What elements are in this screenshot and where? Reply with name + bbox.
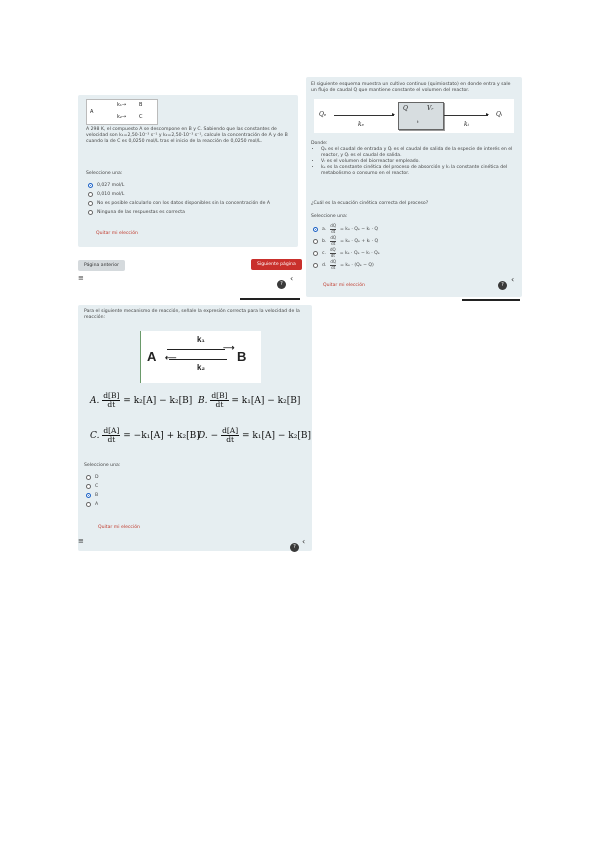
- radio-3-2[interactable]: [86, 484, 91, 489]
- equation-c: [90, 427, 200, 444]
- clear-choice-link-3[interactable]: Quitar mi elección: [98, 525, 140, 530]
- scheme-c: C: [139, 114, 143, 120]
- clear-choice-link-2[interactable]: Quitar mi elección: [323, 283, 365, 288]
- option-label: 0,027 mol/L: [97, 183, 125, 188]
- question-text-1: A 298 K, el compuesto A se descompone en B y C. Sabiendo que las constantes de velocidad son k₁=2,50·10⁻³ s⁻¹ y k₂=2,50·10⁻³ s⁻¹, calcule la concentración de A y de B cuando la de C es 0,0250 mol/L tras el inicio de la reacción de 0,0250 mol/L.: [86, 127, 288, 144]
- option-rhs: = kₑ · (Qₑ − Q): [340, 262, 374, 268]
- equation-a: [90, 392, 192, 409]
- help-icon[interactable]: ?: [290, 543, 299, 552]
- radio-1-2[interactable]: [88, 192, 93, 197]
- forward-arrow-head: ⟶: [223, 343, 235, 352]
- option-letter: a.: [322, 226, 327, 232]
- scheme-k2: k₂→: [117, 114, 127, 120]
- k1-label: k₁: [197, 335, 205, 344]
- equation-rhs: = −k₁[A] + k₂[B]: [123, 431, 200, 441]
- scheme-k1: k₁→: [117, 102, 127, 108]
- chevron-left-icon[interactable]: ‹: [290, 274, 294, 283]
- question-panel-1: [78, 95, 298, 247]
- arrow-out-head: ▸: [486, 111, 490, 118]
- next-page-button[interactable]: Siguiente página: [251, 259, 302, 270]
- option-rhs: = kₑ · Qₑ + kᵢ · Q: [340, 238, 379, 244]
- question-panel-2: [306, 77, 522, 297]
- definition-item: • kₑ es la constante cinética del proceso de absorción y kᵢ la constante cinética del metabolismo o consumo en el reactor.: [321, 165, 521, 177]
- option-label: 0,010 mol/L: [97, 192, 125, 197]
- species-b: B: [237, 349, 247, 364]
- radio-1-1[interactable]: [88, 183, 93, 188]
- radio-2-4[interactable]: [313, 263, 318, 268]
- option-2-2[interactable]: [313, 236, 513, 246]
- equation-b: [198, 392, 300, 409]
- radio-1-3[interactable]: [88, 201, 93, 206]
- option-3-2[interactable]: [86, 484, 186, 489]
- forward-arrow: [167, 349, 225, 350]
- question-text-2: ¿Cuál es la ecuación cinética correcta del proceso?: [311, 201, 429, 206]
- previous-page-button[interactable]: Página anterior: [78, 260, 125, 271]
- option-label: No es posible calcularlo con los datos disponibles sin la concentración de A: [97, 201, 270, 206]
- select-label-3: Seleccione una:: [84, 463, 121, 468]
- radio-2-1[interactable]: [313, 227, 318, 232]
- radio-3-4[interactable]: [86, 502, 91, 507]
- option-3-4[interactable]: [86, 502, 186, 507]
- q-in-label: Qₑ: [319, 111, 327, 118]
- option-1-3[interactable]: [88, 201, 288, 206]
- box-v-label: Vᵣ: [427, 105, 434, 112]
- definition-item: • Vᵣ es el volumen del biorreactor empleado.: [321, 159, 521, 165]
- select-label-2: Seleccione una:: [311, 214, 348, 219]
- question-text-3: Para el siguiente mecanismo de reacción, señale la expresión correcta para la velocidad de la reacción:: [84, 309, 300, 320]
- option-label: Ninguna de las respuestas es correcta: [97, 210, 185, 215]
- scheme-b: B: [139, 102, 143, 108]
- equation-fraction: $\frac{d[A]}{dt}$: [222, 426, 239, 444]
- option-letter: b.: [322, 238, 327, 244]
- divider-line: [462, 299, 520, 301]
- chevron-left-icon[interactable]: ‹: [302, 537, 306, 546]
- option-label: C: [95, 484, 99, 489]
- equation-neg: −: [210, 431, 219, 441]
- equation-letter: A.: [90, 396, 100, 406]
- divider-line: [240, 298, 300, 300]
- species-a: A: [147, 349, 157, 364]
- reactor-diagram: [314, 99, 514, 133]
- equation-letter: C.: [90, 431, 100, 441]
- question-intro-2: El siguiente esquema muestra un cultivo continuo (quimiostato) en donde entra y sale un flujo de caudal Q que mantiene constante el volumen del reactor.: [311, 82, 511, 93]
- option-label: B: [95, 493, 99, 498]
- chevron-left-icon[interactable]: ‹: [511, 275, 515, 284]
- option-2-4[interactable]: [313, 260, 513, 270]
- question-panel-3: [78, 305, 312, 551]
- option-1-2[interactable]: [88, 192, 288, 197]
- equation-letter: B.: [198, 396, 208, 406]
- equation-rhs: = k₁[A] − k₂[B]: [242, 431, 311, 441]
- option-2-3[interactable]: [313, 248, 513, 258]
- lhs-fraction: $\frac{dQ}{dt}$: [330, 223, 336, 234]
- equation-d: [198, 427, 311, 444]
- option-rhs: = kₑ · Qₑ − kᵢ · Qₑ: [339, 250, 380, 256]
- arrow-in-head: ▸: [392, 111, 396, 118]
- lhs-fraction: $\frac{dQ}{dt}$: [330, 235, 337, 246]
- k2-label: k₂: [197, 363, 206, 372]
- equation-fraction: $\frac{d[B]}{dt}$: [103, 391, 120, 409]
- reverse-arrow-head: ⟵: [165, 353, 177, 362]
- reverse-arrow: [169, 359, 227, 360]
- radio-2-2[interactable]: [313, 239, 318, 244]
- radio-3-1[interactable]: [86, 475, 91, 480]
- reaction-scheme-1: [86, 99, 158, 125]
- lhs-fraction: $\frac{dQ}{dt}$: [330, 247, 336, 258]
- arrow-in: [334, 115, 394, 116]
- equation-rhs: = k₁[A] − k₂[B]: [231, 396, 301, 406]
- equation-fraction: $\frac{d[B]}{dt}$: [211, 391, 228, 409]
- reactor-box: [398, 102, 444, 130]
- clear-choice-link-1[interactable]: Quitar mi elección: [96, 231, 138, 236]
- k-out-label: kᵢ: [464, 121, 469, 128]
- option-label: A: [95, 502, 99, 507]
- radio-3-3[interactable]: [86, 493, 91, 498]
- option-letter: d.: [322, 262, 327, 268]
- scheme-a: A: [90, 109, 94, 115]
- option-rhs: = kₑ · Qₑ − kᵢ · Q: [339, 226, 379, 232]
- lhs-fraction: $\frac{dQ}{dt}$: [330, 259, 337, 270]
- box-q-label: Q: [403, 105, 408, 112]
- help-icon[interactable]: ?: [277, 280, 286, 289]
- option-3-1[interactable]: [86, 475, 186, 480]
- equation-rhs: = k₂[A] − k₂[B]: [123, 396, 193, 406]
- box-sub-label: t: [417, 119, 419, 124]
- menu-icon[interactable]: ≡: [78, 537, 84, 545]
- where-label: Donde:: [311, 141, 328, 146]
- option-2-1[interactable]: [313, 224, 513, 234]
- q-out-label: Qᵢ: [496, 111, 503, 118]
- option-letter: c.: [322, 250, 326, 256]
- equilibrium-scheme: [140, 331, 261, 383]
- arrow-out: [444, 115, 488, 116]
- option-1-4[interactable]: [88, 210, 288, 215]
- equation-letter: D.: [198, 431, 208, 441]
- definition-item: • Qₑ es el caudal de entrada y Qᵢ es el caudal de salida de la especie de interés en el reactor, y Qᵢ es el caudal de salida.: [321, 147, 521, 159]
- select-label-1: Seleccione una:: [86, 171, 123, 176]
- option-label: D: [95, 475, 99, 480]
- radio-1-4[interactable]: [88, 210, 93, 215]
- options-list-3: [86, 471, 186, 511]
- definitions-list: [311, 147, 521, 177]
- radio-2-3[interactable]: [313, 251, 318, 256]
- option-3-3[interactable]: [86, 493, 186, 498]
- k-in-label: kₑ: [358, 121, 364, 128]
- options-list-2: [313, 222, 513, 272]
- menu-icon[interactable]: ≡: [78, 274, 84, 282]
- options-list-1: [88, 179, 288, 219]
- option-1-1[interactable]: [88, 183, 288, 188]
- help-icon[interactable]: ?: [498, 281, 507, 290]
- equation-fraction: $\frac{d[A]}{dt}$: [103, 426, 120, 444]
